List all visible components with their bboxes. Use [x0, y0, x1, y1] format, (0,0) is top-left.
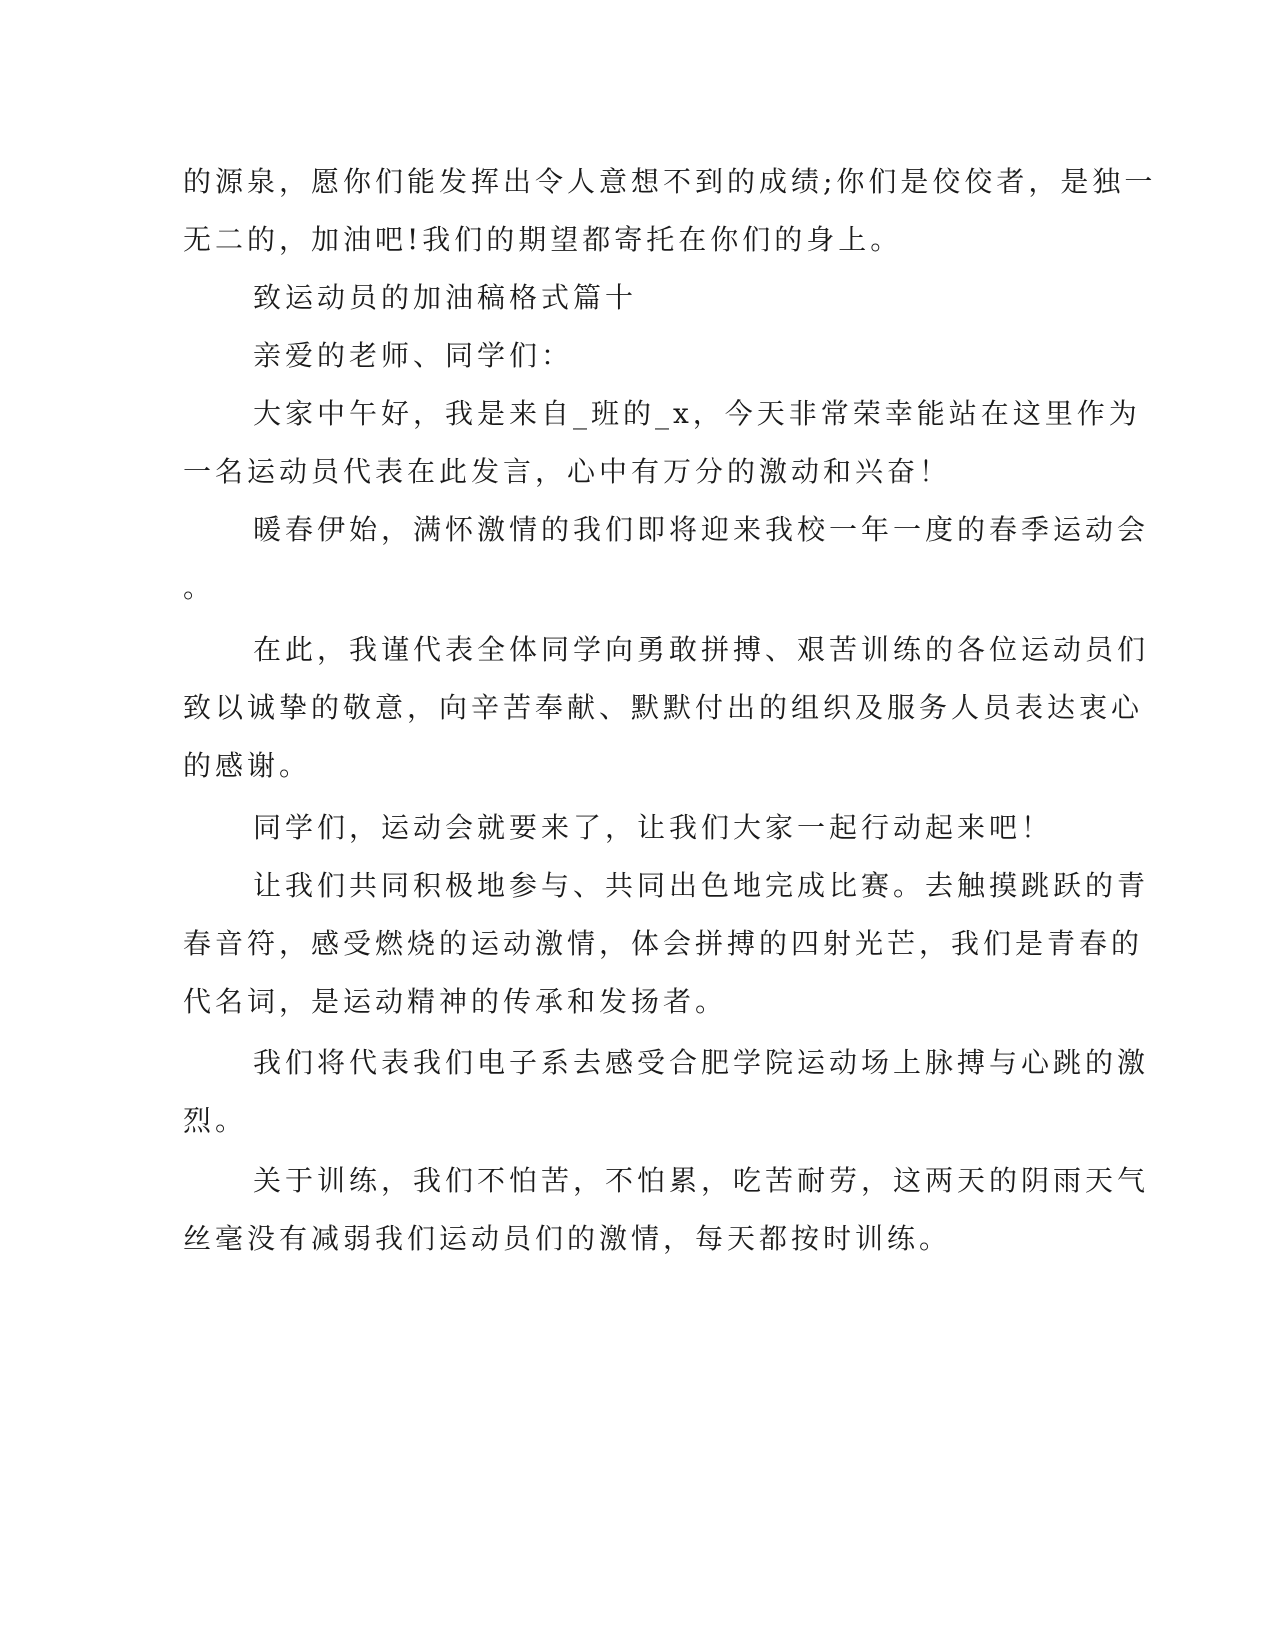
text-line: 。 [183, 571, 216, 604]
text-line: 在此，我谨代表全体同学向勇敢拼搏、艰苦训练的各位运动员们 [253, 633, 1150, 666]
text-line: 大家中午好，我是来自_班的_x，今天非常荣幸能站在这里作为 [253, 397, 1141, 430]
text-line: 暖春伊始，满怀激情的我们即将迎来我校一年一度的春季运动会 [253, 513, 1150, 546]
text-line: 的源泉，愿你们能发挥出令人意想不到的成绩;你们是佼佼者，是独一 [183, 165, 1157, 198]
section-heading: 致运动员的加油稿格式篇十 [253, 281, 638, 314]
text-line: 关于训练，我们不怕苦，不怕累，吃苦耐劳，这两天的阴雨天气 [253, 1164, 1150, 1197]
text-line: 烈。 [183, 1104, 248, 1137]
text-line: 同学们，运动会就要来了，让我们大家一起行动起来吧！ [253, 811, 1054, 844]
text-line: 一名运动员代表在此发言，心中有万分的激动和兴奋！ [183, 455, 952, 488]
text-line: 让我们共同积极地参与、共同出色地完成比赛。去触摸跳跃的青 [253, 869, 1150, 902]
text-line: 的感谢。 [183, 749, 312, 782]
text-line: 代名词，是运动精神的传承和发扬者。 [183, 985, 728, 1018]
text-line: 我们将代表我们电子系去感受合肥学院运动场上脉搏与心跳的激 [253, 1046, 1150, 1079]
text-line: 致以诚挚的敬意，向辛苦奉献、默默付出的组织及服务人员表达衷心 [183, 691, 1144, 724]
salutation: 亲爱的老师、同学们： [253, 339, 574, 372]
text-line: 丝毫没有减弱我们运动员们的激情，每天都按时训练。 [183, 1222, 952, 1255]
text-line: 春音符，感受燃烧的运动激情，体会拼搏的四射光芒，我们是青春的 [183, 927, 1144, 960]
text-line: 无二的，加油吧!我们的期望都寄托在你们的身上。 [183, 223, 903, 256]
